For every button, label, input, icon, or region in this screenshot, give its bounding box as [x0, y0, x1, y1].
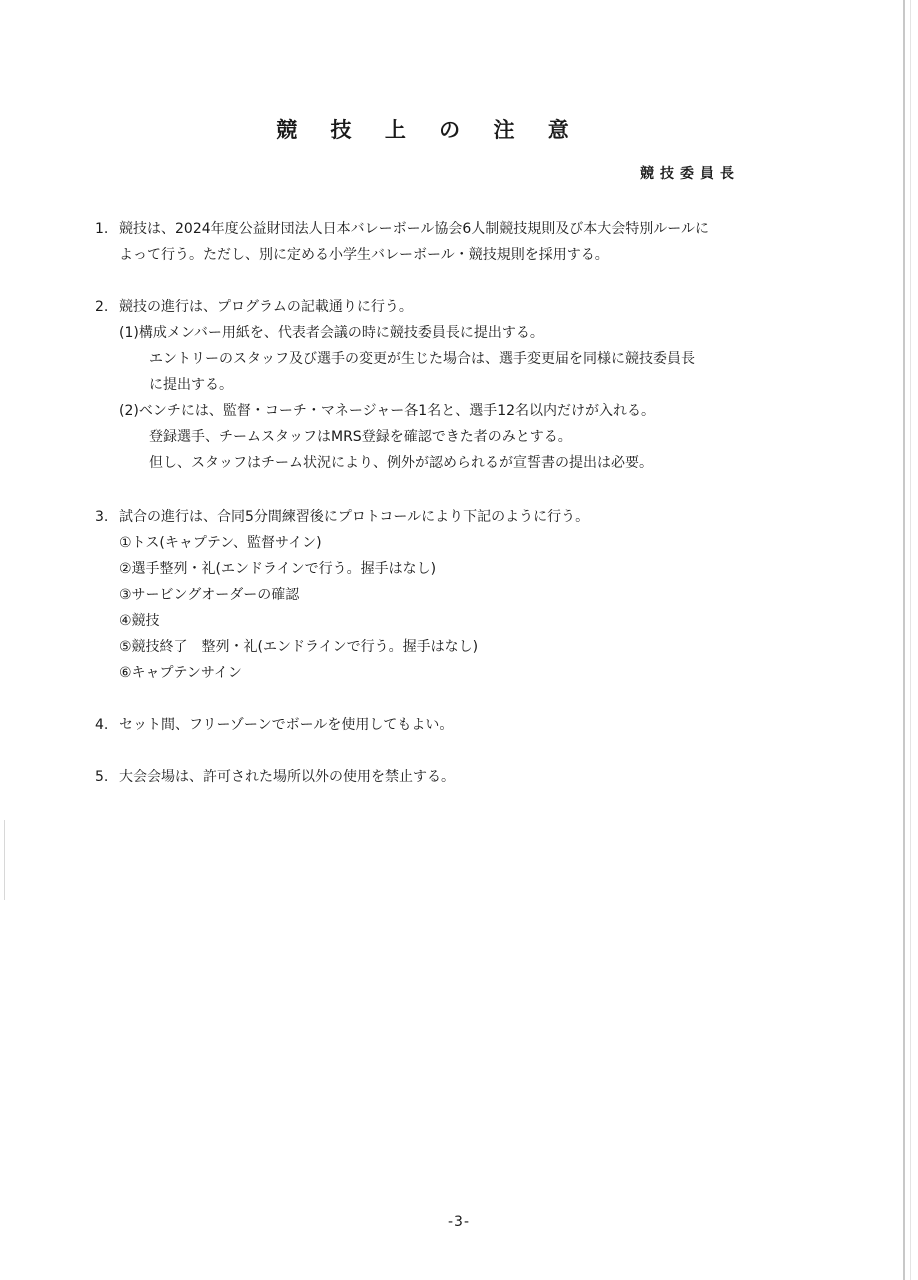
section-3-step-3: ③サービングオーダーの確認	[119, 587, 300, 603]
document-title: 競 技 上 の 注 意	[276, 118, 582, 142]
section-2-item-1-line-3: に提出する。	[149, 377, 233, 393]
section-3-line-1	[95, 508, 589, 526]
section-2-item-2-line-2: 登録選手、チームスタッフはMRS登録を確認できた者のみとする。	[149, 429, 572, 445]
section-4-line-1	[95, 716, 453, 734]
section-2-item-1-line-1	[119, 324, 544, 342]
section-2-item-2-text-1: ベンチには、監督・コーチ・マネージャー各1名と、選手12名以内だけが入れる。	[138, 403, 656, 419]
section-2-item-1-label: (1)	[119, 325, 139, 341]
page-edge-shadow	[903, 0, 905, 1280]
section-5-line-1	[95, 768, 455, 786]
section-3-text-1: 試合の進行は、合同5分間練習後にプロトコールにより下記のように行う。	[119, 509, 590, 525]
section-1-line-1	[95, 220, 709, 238]
section-1-line-2: よって行う。ただし、別に定める小学生バレーボール・競技規則を採用する。	[119, 247, 609, 263]
section-2-item-2-label: (2)	[119, 403, 139, 419]
section-2-item-1-text-1: 構成メンバー用紙を、代表者会議の時に競技委員長に提出する。	[138, 325, 544, 341]
page-number: -3-	[447, 1214, 470, 1230]
section-2-item-1-line-2: エントリーのスタッフ及び選手の変更が生じた場合は、選手変更届を同様に競技委員長	[149, 351, 695, 367]
section-3-step-6: ⑥キャプテンサイン	[119, 665, 242, 681]
section-4-text-1: セット間、フリーゾーンでボールを使用してもよい。	[119, 717, 454, 733]
section-4-number: 4.	[95, 717, 109, 733]
section-2-number: 2.	[95, 299, 109, 315]
section-3-number: 3.	[95, 509, 109, 525]
section-2-item-2-line-3: 但し、スタッフはチーム状況により、例外が認められるが宣誓書の提出は必要。	[149, 455, 653, 471]
document-author: 競技委員長	[640, 166, 740, 182]
scan-mark	[4, 820, 5, 900]
section-5-text-1: 大会会場は、許可された場所以外の使用を禁止する。	[119, 769, 455, 785]
page-edge-shadow-outer	[910, 0, 911, 1280]
section-3-step-1: ①トス(キャプテン、監督サイン)	[119, 535, 322, 551]
section-3-step-5: ⑤競技終了 整列・礼(エンドラインで行う。握手はなし)	[119, 639, 479, 655]
section-3-step-2: ②選手整列・礼(エンドラインで行う。握手はなし)	[119, 561, 437, 577]
section-2-item-2-line-1	[119, 402, 655, 420]
section-2-text-1: 競技の進行は、プログラムの記載通りに行う。	[119, 299, 413, 315]
section-2-line-1	[95, 298, 413, 316]
section-5-number: 5.	[95, 769, 109, 785]
section-1-text-1: 競技は、2024年度公益財団法人日本バレーボール協会6人制競技規則及び本大会特別ルールに	[119, 221, 709, 237]
section-3-step-4: ④競技	[119, 613, 160, 629]
section-1-number: 1.	[95, 221, 109, 237]
